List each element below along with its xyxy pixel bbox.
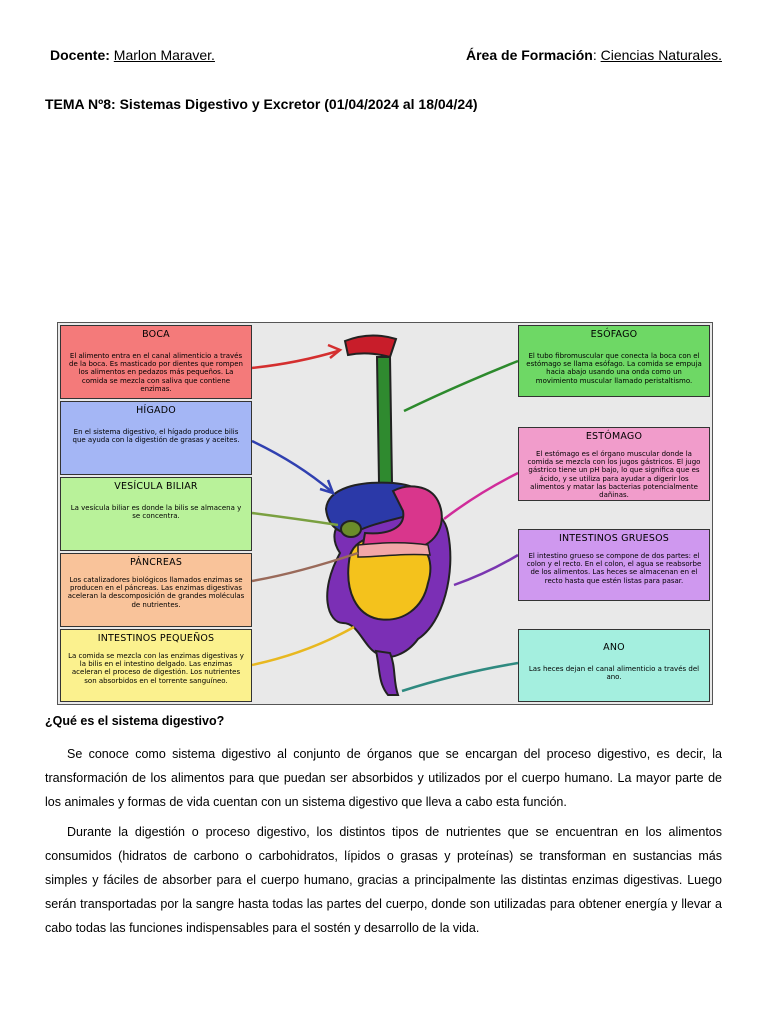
box-intestinos-pequenos — [60, 629, 252, 702]
area-line — [466, 47, 722, 63]
box-text: El intestino grueso se compone de dos partes: el colon y el recto. En el colon, el agua se reabsorbe de los alimentos. Las heces se almacenan en el recto hasta que estén listas para pasar. — [526, 552, 702, 585]
arrow-boca — [252, 351, 338, 368]
box-boca — [60, 325, 252, 399]
digestive-system-diagram — [57, 322, 713, 705]
box-title: BOCA — [142, 329, 170, 340]
box-title: VESÍCULA BILIAR — [114, 481, 198, 492]
box-text: Los catalizadores biológicos llamados enzimas se producen en el páncreas. Las enzimas digestivas aceleran la descomposición de grandes moléculas de nutrientes. — [67, 576, 245, 609]
box-esofago — [518, 325, 710, 397]
teacher-label: Docente: — [50, 47, 110, 63]
arrow-vesicula — [252, 513, 338, 525]
box-ano — [518, 629, 710, 702]
box-title: ANO — [603, 642, 625, 653]
arrow-higado — [252, 441, 331, 491]
box-text: El tubo fibromuscular que conecta la boca con el estómago se llama esófago. La comida se empuja hacia abajo usando una onda como un movimiento muscular llamado peristaltismo. — [526, 352, 702, 385]
arrow-intestinos-gruesos — [454, 555, 518, 585]
box-title: PÁNCREAS — [129, 557, 183, 568]
page-title: TEMA Nº8: Sistemas Digestivo y Excretor (01/04/2024 al 18/04/24) — [45, 96, 478, 112]
box-text: En el sistema digestivo, el hígado produce bilis que ayuda con la digestión de grasas y aceites. — [72, 428, 240, 445]
teacher-name: Marlon Maraver. — [113, 47, 215, 63]
teacher-line — [50, 47, 215, 63]
paragraph-2: Durante la digestión o proceso digestivo, los distintos tipos de nutrientes que se encuentran en los alimentos consumidos (hidratos de carbono o carbohidratos, lípidos o grasas y proteínas) se transforman en sustancias más simples y fáciles de absorber para el cuerpo humano, gracias a principalmente las distintas enzimas digestivas. Luego serán transportadas por la sangre hasta todas las partes del cuerpo, donde son utilizadas para obtener energía y llevar a cabo todas las funciones indispensables para el sostén y desarrollo de la vida. — [45, 825, 722, 935]
box-higado — [60, 401, 252, 475]
box-pancreas — [60, 553, 252, 627]
esophagus-shape — [377, 357, 392, 483]
box-estomago — [518, 427, 710, 501]
pancreas-shape — [358, 543, 430, 557]
rectum-shape — [376, 651, 398, 695]
box-title: INTESTINOS PEQUEÑOS — [97, 633, 215, 644]
box-title: INTESTINOS GRUESOS — [558, 533, 670, 544]
paragraph-1: Se conoce como sistema digestivo al conjunto de órganos que se encargan del proceso digestivo, es decir, la transformación de los alimentos para que puedan ser absorbidos y utilizados por el cuerpo humano. La mayor parte de los animales y formas de vida cuentan con un sistema digestivo que lleva a cabo esta función. — [45, 747, 722, 809]
gallbladder-shape — [341, 521, 361, 537]
arrow-estomago — [444, 473, 518, 519]
box-text: La comida se mezcla con las enzimas digestivas y la bilis en el intestino delgado. Las enzimas aceleran el proceso de digestión. Los nutrientes son absorbidos en el torrente sanguíneo. — [68, 652, 244, 685]
box-vesicula-biliar — [60, 477, 252, 551]
box-text: El estómago es el órgano muscular donde la comida se mezcla con los jugos gástricos. El jugo gástrico tiene un pH bajo, lo que significa que es ácido, y se utiliza para ayudar a digerir los alimentos y matar las bacterias potencialmente dañinas. — [527, 450, 701, 500]
box-text: El alimento entra en el canal alimenticio a través de la boca. Es masticado por dientes que rompen los alimentos en pedazos más pequeños. La comida se mezcla con saliva que contiene enzimas. — [69, 352, 243, 393]
box-title: ESÓFAGO — [590, 329, 638, 340]
box-intestinos-gruesos — [518, 529, 710, 601]
arrow-intestinos-pequenos — [252, 627, 354, 665]
arrow-esofago — [404, 361, 518, 411]
area-name: Ciencias Naturales. — [600, 47, 722, 63]
box-title: ESTÓMAGO — [585, 431, 643, 442]
mouth-shape — [345, 335, 396, 357]
box-text: La vesícula biliar es donde la bilis se almacena y se concentra. — [70, 504, 242, 521]
arrow-ano — [402, 663, 518, 691]
section-question: ¿Qué es el sistema digestivo? — [45, 714, 225, 728]
area-separator: : — [592, 47, 597, 63]
box-title: HÍGADO — [136, 405, 176, 416]
box-text: Las heces dejan el canal alimenticio a través del ano. — [528, 665, 700, 682]
area-label: Área de Formación — [466, 47, 593, 63]
